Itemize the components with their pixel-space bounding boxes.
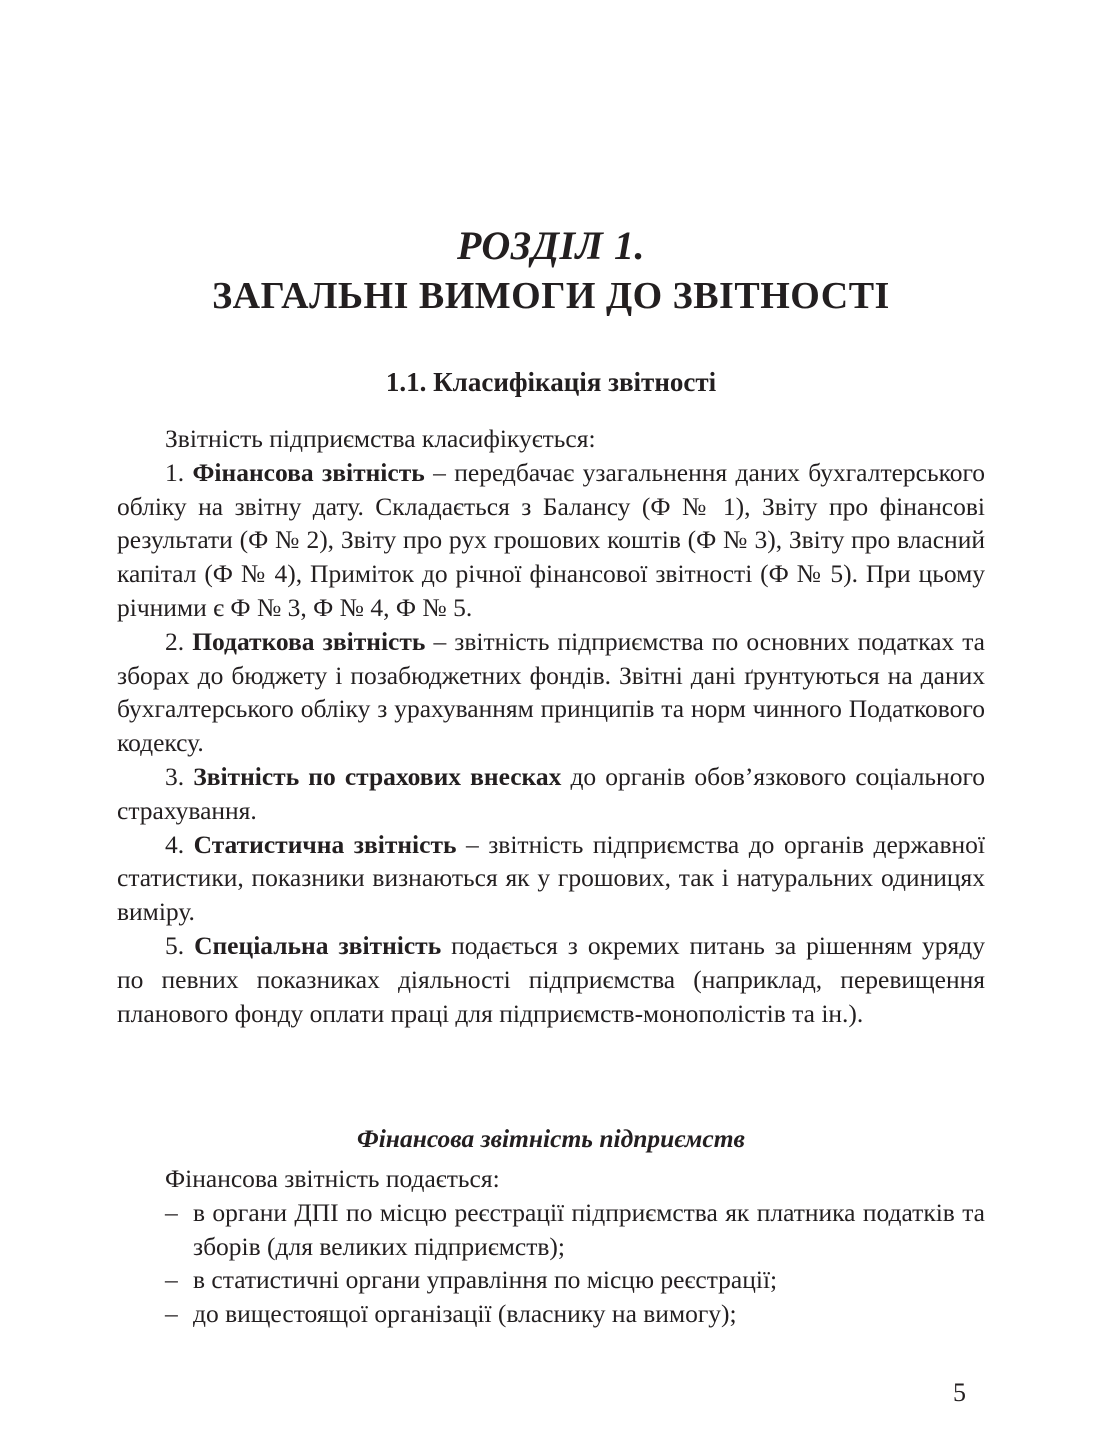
list-item (117, 1196, 985, 1264)
paragraph-insurance-reporting (117, 760, 985, 828)
term-statistical-reporting: Статистична звітність (193, 829, 457, 859)
paragraph-text: до органів обов’язкового соціального страхування. (117, 761, 986, 825)
dash-bullet: – (165, 1265, 178, 1295)
paragraph-text: – передбачає узагальнення даних бухгалтерського обліку на звітну дату. Складається з Балансу (Ф № 1), Звіту про фінансові результати (Ф № 2), Звіту про рух грошових коштів (Ф № 3), Звіту про власний капітал (Ф № 4), Приміток до річної фінансової звітності (Ф № 5). При цьому річними є Ф № 3, Ф № 4, Ф № 5. (117, 457, 986, 622)
paragraph-text: – звітність підприємства по основних податках та зборах до бюджету і позабюджетних фондів. Звітні дані ґрунтуються на даних бухгалтерського обліку з урахуванням принципів та норм чинного Податкового кодексу. (117, 626, 985, 758)
item-number: 2. (165, 626, 193, 656)
list-item-text: в органи ДПІ по місцю реєстрації підприємства як платника податків та зборів (для великих підприємств); (193, 1197, 985, 1261)
term-insurance-reporting: Звітність по страхових внесках (193, 761, 562, 791)
chapter-label: РОЗДІЛ 1. (457, 223, 645, 268)
list-item-text: в статистичні органи управління по місцю реєстрації; (193, 1265, 778, 1295)
list-item-text: до вищестоящої організації (власнику на вимогу); (193, 1299, 737, 1329)
paragraph-special-reporting (117, 929, 985, 1030)
term-special-reporting: Спеціальна звітність (194, 930, 442, 960)
item-number: 3. (165, 761, 194, 791)
page-number: 5 (953, 1378, 966, 1407)
financial-intro: Фінансова звітність подається: (165, 1164, 500, 1193)
financial-subheading: Фінансова звітність підприємств (357, 1124, 745, 1153)
paragraph-financial-reporting (117, 456, 985, 625)
classification-text (117, 422, 985, 1030)
term-tax-reporting: Податкова звітність (192, 626, 426, 656)
dash-bullet: – (165, 1299, 178, 1329)
submission-list (117, 1196, 985, 1331)
section-heading: 1.1. Класифікація звітності (385, 367, 717, 397)
list-item (117, 1297, 985, 1331)
list-item (117, 1263, 985, 1297)
paragraph-text: – звітність підприємства до органів державної статистики, показники визнаються як у грошових, так і натуральних одиницях виміру. (117, 829, 985, 927)
item-number: 4. (165, 829, 194, 859)
paragraph-tax-reporting (117, 625, 985, 760)
item-number: 1. (165, 457, 193, 487)
chapter-title: ЗАГАЛЬНІ ВИМОГИ ДО ЗВІТНОСТІ (212, 275, 890, 317)
financial-submission-block (117, 1162, 985, 1331)
term-financial-reporting: Фінансова звітність (192, 457, 425, 487)
paragraph-text: подається з окремих питань за рішенням уряду по певних показниках діяльності підприємства (наприклад, перевищення планового фонду оплати праці для підприємств-монополістів та ін.). (117, 930, 986, 1028)
item-number: 5. (165, 930, 195, 960)
dash-bullet: – (165, 1197, 178, 1227)
intro-paragraph: Звітність підприємства класифікується: (165, 424, 596, 453)
paragraph-statistical-reporting (117, 828, 985, 929)
